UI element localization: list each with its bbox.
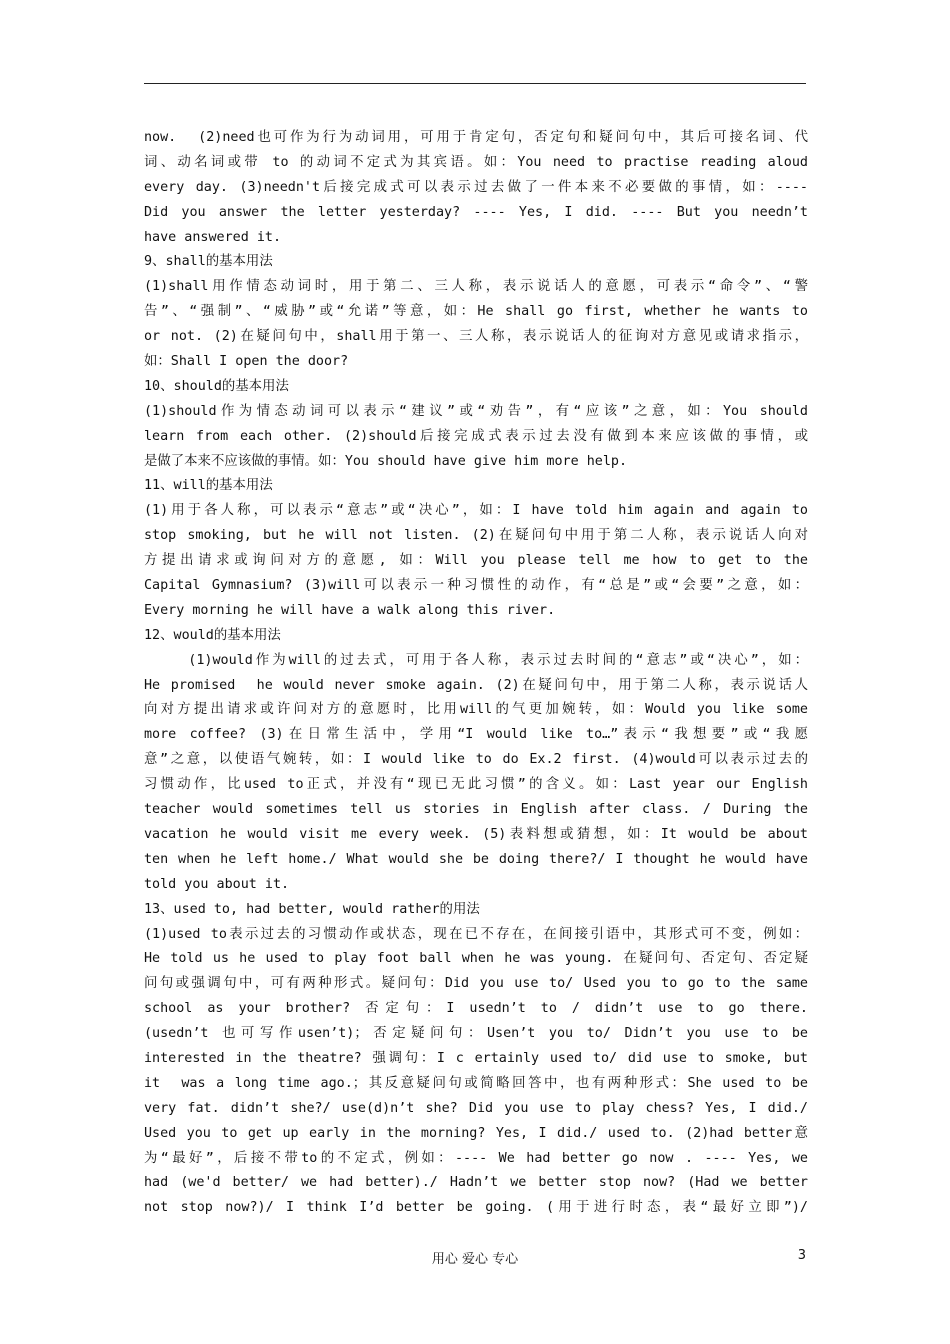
- text-line: very fat. didn’t she?/ use(d)n’t she? Did you use to play chess? Yes, I did./: [144, 1100, 808, 1116]
- text-line: Capital Gymnasium? (3)will可以表示一种习惯性的动作，有“总是”或“会要”之意，如：: [144, 578, 808, 594]
- section-heading: 10、should的基本用法: [144, 378, 289, 394]
- text-line: every day. (3)needn't后接完成式可以表示过去做了一件本来不必要做的事情，如：----: [144, 179, 808, 195]
- header-rule: [144, 83, 806, 84]
- text-line: learn from each other. (2)should后接完成式表示过去没有做到本来应该做的事情，或: [144, 428, 808, 444]
- text-line: (1)used to表示过去的习惯动作或状态，现在已不存在，在间接引语中，其形式可不变，例如：: [144, 926, 808, 942]
- section-heading: 11、will的基本用法: [144, 478, 273, 494]
- text-line: Used you to get up early in the morning? Yes, I did./ used to. (2)had better意: [144, 1125, 808, 1141]
- text-line: told you about it.: [144, 876, 290, 892]
- text-line: He told us he used to play foot ball when he was young. 在疑问句、否定句、否定疑: [144, 951, 808, 967]
- text-line: 是做了本来不应该做的事情。如：You should have give him more help.: [144, 453, 628, 469]
- text-line: 方提出请求或询问对方的意愿, 如：Will you please tell me how to get to the: [144, 553, 808, 569]
- text-line: (usedn’t 也可写作usen’t)；否定疑问句：Usen’t you to/ Didn’t you use to be: [144, 1026, 808, 1042]
- text-line: stop smoking, but he will not listen. (2)在疑问句中用于第二人称，表示说话人向对: [144, 528, 808, 544]
- document-body: [144, 126, 808, 1221]
- text-line: have answered it.: [144, 229, 282, 245]
- text-line: school as your brother? 否定句：I usedn’t to / didn’t use to go there.: [144, 1001, 808, 1017]
- text-line: Did you answer the letter yesterday? ---- Yes, I did. ---- But you needn’t: [144, 204, 808, 220]
- text-line: (1)should作为情态动词可以表示“建议”或“劝告”，有“应该”之意，如：You should: [144, 403, 808, 419]
- text-line: 为“最好”，后接不带to的不定式，例如：---- We had better go now . ---- Yes, we: [144, 1150, 808, 1166]
- text-line: more coffee? (3)在日常生活中，学用“I would like to…”表示“我想要”或“我愿: [144, 727, 808, 743]
- text-line: 向对方提出请求或许问对方的意愿时，比用will的气更加婉转，如：Would you like some: [144, 702, 808, 718]
- footer-slogan: 用心 爱心 专心: [431, 1252, 519, 1267]
- text-line: 问句或强调句中，可有两种形式。疑问句：Did you use to/ Used you to go to the same: [144, 976, 808, 992]
- text-line: it was a long time ago.；其反意疑问句或简略回答中，也有两种形式：She used to be: [144, 1075, 808, 1091]
- text-line: 习惯动作，比used to正式，并没有“现已无此习惯”的含义。如：Last year our English: [144, 777, 808, 793]
- section-heading: 9、shall的基本用法: [144, 254, 273, 270]
- text-line: 词、动名词或带 to 的动词不定式为其宾语。如：You need to practise reading aloud: [144, 154, 808, 170]
- text-line: or not. (2)在疑问句中，shall用于第一、三人称，表示说话人的征询对方意见或请求指示，: [144, 329, 808, 345]
- text-line: (1)shall用作情态动词时，用于第二、三人称，表示说话人的意愿，可表示“命令”、“警: [144, 279, 808, 295]
- text-line: not stop now?)/ I think I’d better be going. (用于进行时态，表“最好立即”)/: [144, 1200, 808, 1216]
- text-line: interested in the theatre? 强调句：I c ertainly used to/ did use to smoke, but: [144, 1050, 808, 1066]
- section-heading: 13、used to, had better, would rather的用法: [144, 901, 480, 917]
- section-heading: 12、would的基本用法: [144, 627, 281, 643]
- text-line: 如：Shall I open the door?: [144, 354, 349, 370]
- text-line: 意”之意，以使语气婉转，如：I would like to do Ex.2 first. (4)would可以表示过去的: [144, 752, 808, 768]
- page-number: 3: [797, 1248, 806, 1263]
- text-line: Every morning he will have a walk along this river.: [144, 602, 556, 618]
- text-line: (1)用于各人称，可以表示“意志”或“决心”，如：I have told him again and again to: [144, 503, 808, 519]
- text-line: vacation he would visit me every week. (5)表料想或猜想，如：It would be about: [144, 826, 808, 842]
- text-line: teacher would sometimes tell us stories in English after class. / During the: [144, 802, 808, 818]
- text-line: had (we'd better/ we had better)./ Hadn’t we better stop now? (Had we better: [144, 1175, 808, 1191]
- text-line: ten when he left home./ What would she be doing there?/ I thought he would have: [144, 851, 808, 867]
- text-line: (1)would作为will的过去式，可用于各人称，表示过去时间的“意志”或“决心”，如：: [144, 652, 808, 668]
- text-line: 告”、“强制”、“威胁”或“允诺”等意，如：He shall go first, whether he wants to: [144, 304, 808, 320]
- text-line: He promised he would never smoke again. (2)在疑问句中，用于第二人称，表示说话人: [144, 677, 808, 693]
- text-line: now. (2)need也可作为行为动词用，可用于肯定句，否定句和疑问句中，其后可接名词、代: [144, 130, 808, 145]
